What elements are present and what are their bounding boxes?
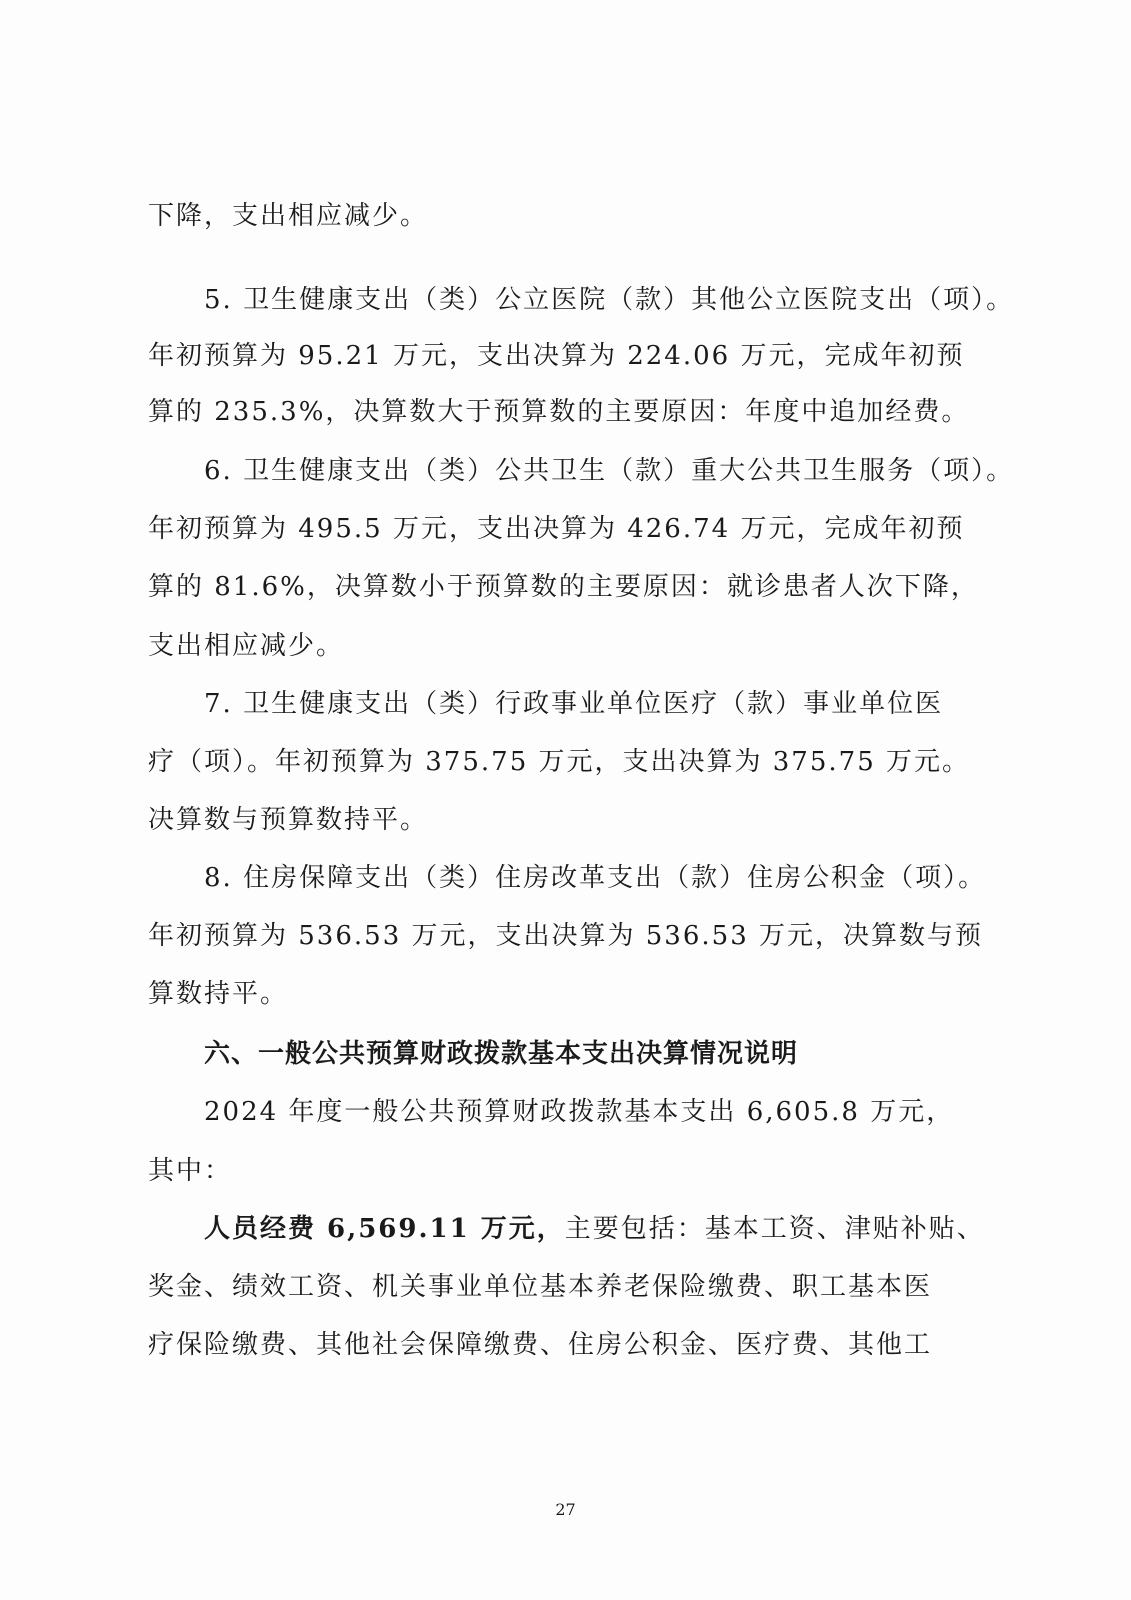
item-7-title: 7. 卫生健康支出（类）行政事业单位医疗（款）事业单位医 [204, 689, 944, 719]
item-5-title: 5. 卫生健康支出（类）公立医院（款）其他公立医院支出（项）。 [204, 285, 1015, 315]
paragraph-line: 其中： [148, 1156, 233, 1186]
paragraph-line: 年初预算为 536.53 万元，支出决算为 536.53 万元，决算数与预 [148, 921, 984, 951]
paragraph-line: 支出相应减少。 [148, 631, 345, 661]
item-6-title: 6. 卫生健康支出（类）公共卫生（款）重大公共卫生服务（项）。 [204, 456, 1015, 486]
paragraph-line: 年初预算为 95.21 万元，支出决算为 224.06 万元，完成年初预 [148, 341, 965, 371]
personnel-expense-line [204, 1209, 985, 1249]
personnel-expense-lead: 人员经费 6,569.11 万元， [204, 1214, 565, 1244]
paragraph-line: 算的 235.3%，决算数大于预算数的主要原因：年度中追加经费。 [148, 397, 970, 427]
personnel-expense-detail: 主要包括：基本工资、津贴补贴、 [564, 1214, 985, 1244]
item-8-title: 8. 住房保障支出（类）住房改革支出（款）住房公积金（项）。 [204, 863, 987, 893]
paragraph-line: 算的 81.6%，决算数小于预算数的主要原因：就诊患者人次下降， [148, 572, 979, 602]
paragraph-line: 算数持平。 [148, 979, 289, 1009]
paragraph-line: 疗保险缴费、其他社会保障缴费、住房公积金、医疗费、其他工 [148, 1330, 933, 1360]
paragraph-line: 奖金、绩效工资、机关事业单位基本养老保险缴费、职工基本医 [148, 1272, 933, 1302]
section-six-heading: 六、一般公共预算财政拨款基本支出决算情况说明 [204, 1039, 799, 1069]
paragraph-line: 2024 年度一般公共预算财政拨款基本支出 6,605.8 万元， [204, 1097, 955, 1127]
page-number: 27 [555, 1500, 576, 1519]
paragraph-line: 疗（项）。年初预算为 375.75 万元，支出决算为 375.75 万元。 [148, 747, 971, 777]
paragraph-line: 年初预算为 495.5 万元，支出决算为 426.74 万元，完成年初预 [148, 514, 965, 544]
paragraph-line: 决算数与预算数持平。 [148, 805, 429, 835]
paragraph-line: 下降，支出相应减少。 [148, 201, 429, 231]
